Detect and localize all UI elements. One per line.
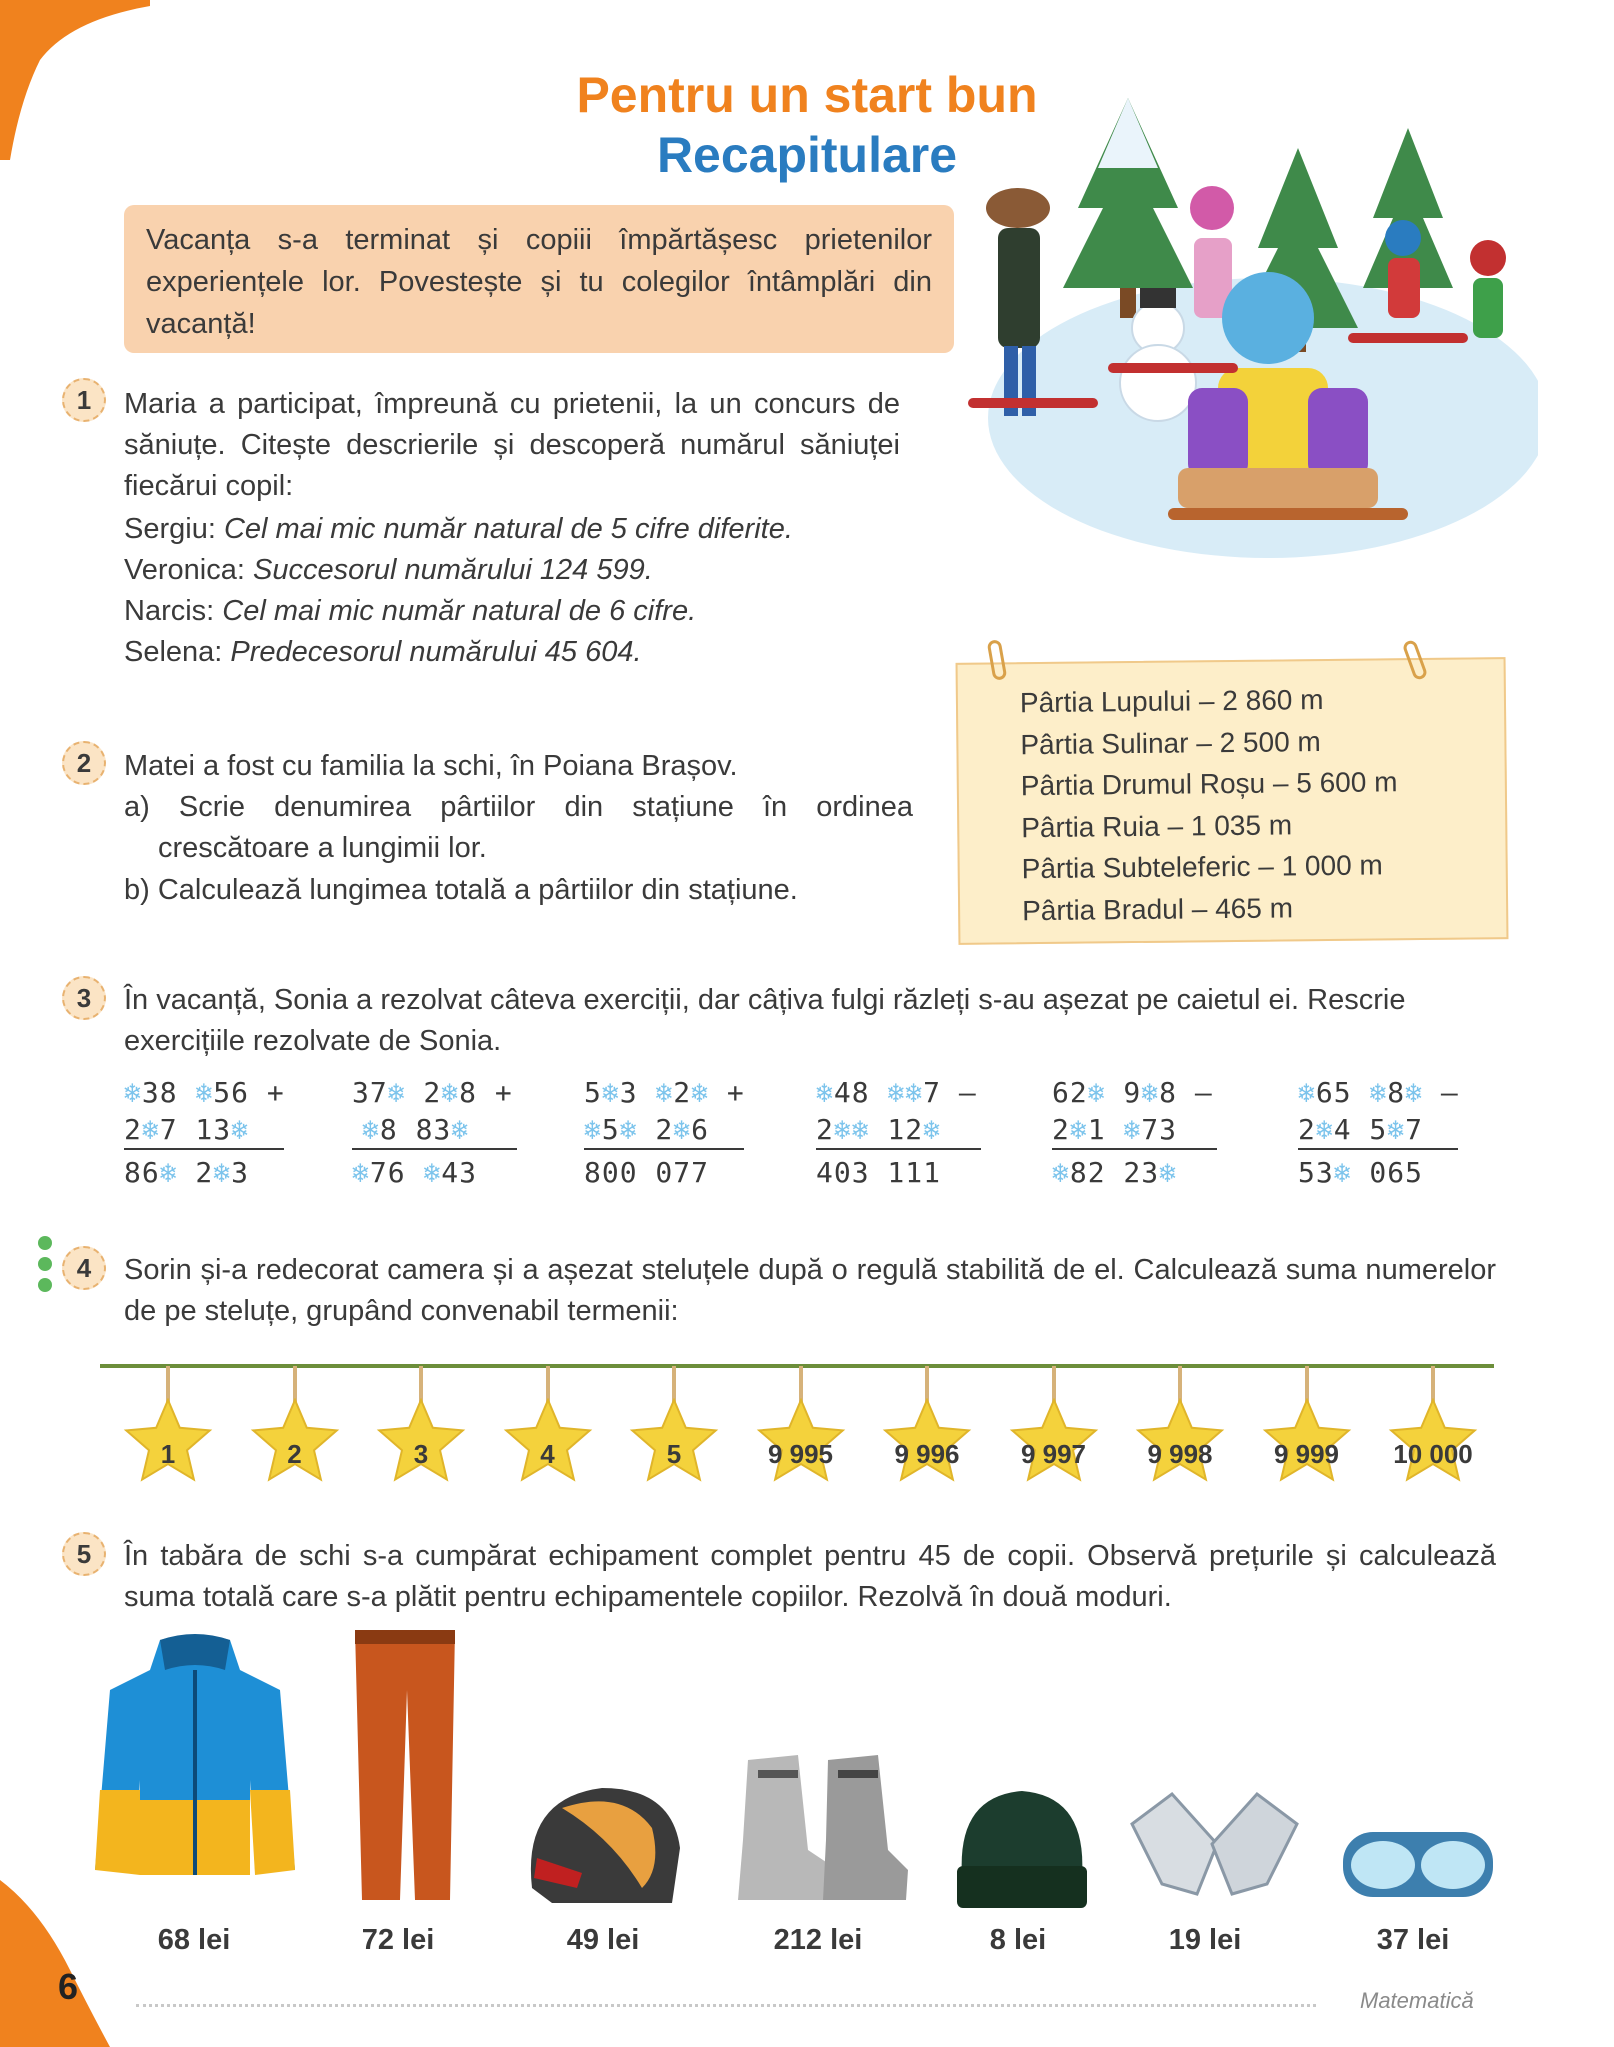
star-ornament [1004,1366,1104,1486]
star-ornament [371,1366,471,1486]
difference-exercise [1052,1076,1222,1189]
star-ornament [1257,1366,1357,1486]
intro-box: Vacanța s-a terminat și copiii împărtășesc prietenilor experiențele lor. Povestește și tu colegilor întâmplări din vacanță! [124,205,954,353]
price-label: 68 lei [157,1924,231,1956]
result-line [1052,1148,1217,1150]
result: 403 111 [816,1156,942,1189]
result: ❄76 ❄43 [352,1156,478,1189]
result: 53❄ 065 [1298,1156,1424,1189]
price-label: 8 lei [989,1924,1047,1956]
star-number: 9 995 [767,1439,834,1469]
hat-icon [952,1786,1092,1911]
result-line [1298,1148,1458,1150]
price-label: 49 lei [566,1924,640,1956]
exercise-1-number: 1 [62,378,106,422]
star-number: 4 [540,1439,555,1469]
operand-2: ❄5❄ 2❄6 [584,1113,710,1146]
star-ornament [751,1366,851,1486]
sum-exercise [124,1076,294,1189]
exercise-5-number: 5 [62,1532,106,1576]
difficulty-dots [38,1236,52,1292]
item-desc: Succesorul numărului 124 599. [252,554,653,586]
operand-1: 62❄ 9❄8 – [1052,1076,1213,1109]
operand-1: ❄65 ❄8❄ – [1298,1076,1459,1109]
sum-exercise [352,1076,522,1189]
operand-2: 2❄1 ❄73 [1052,1113,1178,1146]
exercise-4-number: 4 [62,1246,106,1290]
exercise-2-part-a: a) Scrie denumirea pârtiilor din stațiune în ordinea crescătoare a lungimii lor. [124,791,913,864]
winter-scene-illustration [968,88,1538,558]
exercise-4-text: Sorin și-a redecorat camera și a așezat steluțele după o regulă stabilită de el. Calculează suma numerelor de pe steluțe, grupând convenabil termenii: [124,1254,1496,1327]
star-ornament [877,1366,977,1486]
exercise-1-item [124,509,793,550]
exercise-2-number: 2 [62,741,106,785]
slope-item: Pârtia Bradul – 465 m [1021,891,1294,926]
exercise-1-item [124,550,653,591]
star-garland [118,1366,1508,1496]
footer-divider [136,2004,1316,2007]
exercise-2-text: Matei a fost cu familia la schi, în Poiana Brașov. [124,750,738,782]
operand-1: 5❄3 ❄2❄ + [584,1076,745,1109]
exercise-3-number: 3 [62,976,106,1020]
difference-exercise [1298,1076,1488,1189]
star-ornament [498,1366,598,1486]
star-number: 3 [413,1439,429,1469]
result-line [584,1148,744,1150]
star-number: 9 998 [1147,1439,1213,1469]
item-desc: Cel mai mic număr natural de 5 cifre diferite. [223,513,793,545]
item-name: Veronica: [124,554,245,586]
price-label: 72 lei [361,1924,435,1956]
page-title: Pentru un start bun [576,67,1038,123]
exercise-5-text: În tabăra de schi s-a cumpărat echipament complet pentru 45 de copii. Observă prețurile și calculează suma totală care s-a plătit pentru echipamentele copiilor. Rezolvă în două moduri. [124,1540,1496,1613]
price-label: 19 lei [1168,1924,1242,1956]
star-number: 9 999 [1273,1439,1340,1469]
operand-1: ❄38 ❄56 + [124,1076,285,1109]
result-line [124,1148,284,1150]
star-ornament [118,1366,218,1486]
difference-exercise [816,1076,996,1189]
operand-1: 37❄ 2❄8 + [352,1076,513,1109]
slope-item: Pârtia Drumul Roșu – 5 600 m [1020,766,1398,802]
result: ❄82 23❄ [1052,1156,1178,1189]
jacket-icon [90,1630,300,1880]
page-number: 6 [58,1966,79,2007]
result-line [816,1148,981,1150]
star-number: 2 [287,1439,302,1469]
pants-icon [350,1630,460,1910]
exercise-1-text: Maria a participat, împreună cu prietenii, la un concurs de săniuțe. Citește descrierile și descoperă numărul săniuței fiecărui copil: [124,388,900,502]
page-subtitle: Recapitulare [656,127,958,183]
operand-2: 2❄❄ 12❄ [816,1113,942,1146]
slope-item: Pârtia Lupului – 2 860 m [1019,684,1324,719]
exercise-2-part-b: b) Calculează lungimea totală a pârtiilor din stațiune. [124,874,798,906]
result-line [352,1148,517,1150]
sum-exercise [584,1076,754,1189]
star-number: 10 000 [1393,1439,1473,1469]
result: 800 077 [584,1156,710,1189]
star-number: 1 [160,1439,176,1469]
star-ornament [245,1366,345,1486]
star-number: 9 997 [1020,1439,1087,1469]
operand-2: ❄8 83❄ [362,1113,470,1146]
slope-item: Pârtia Sulinar – 2 500 m [1020,725,1321,760]
slope-item: Pârtia Ruia – 1 035 m [1021,808,1293,843]
exercise-3-text: În vacanță, Sonia a rezolvat câteva exerciții, dar câțiva fulgi răzleți s-au așezat pe caietul ei. Rescrie exercițiile rezolvate de Sonia. [124,984,1406,1057]
operand-2: 2❄4 5❄7 [1298,1113,1424,1146]
item-desc: Predecesorul numărului 45 604. [230,636,642,668]
operand-1: ❄48 ❄❄7 – [816,1076,977,1109]
goggles-icon [1338,1822,1498,1907]
star-number: 9 996 [894,1439,960,1469]
item-desc: Cel mai mic număr natural de 6 cifre. [222,595,697,627]
star-ornament [624,1366,724,1486]
star-ornament [1383,1366,1483,1486]
corner-decoration-bottom [0,1880,110,2047]
footer-subject: Matematică [1360,1988,1474,2013]
result: 86❄ 2❄3 [124,1156,250,1189]
star-number: 5 [666,1439,682,1469]
operand-2: 2❄7 13❄ [124,1113,250,1146]
star-ornament [1130,1366,1230,1486]
price-label: 212 lei [773,1924,863,1956]
item-name: Sergiu: [124,513,216,545]
item-name: Selena: [124,636,223,668]
item-name: Narcis: [124,595,215,627]
exercise-1-item [124,632,642,673]
exercise-1-item [124,591,696,632]
slope-item: Pârtia Subteleferic – 1 000 m [1021,849,1383,885]
gloves-icon [1122,1784,1307,1904]
helmet-icon [522,1778,682,1913]
price-label: 37 lei [1376,1924,1450,1956]
slopes-note [956,657,1509,945]
boots-icon [728,1750,908,1905]
